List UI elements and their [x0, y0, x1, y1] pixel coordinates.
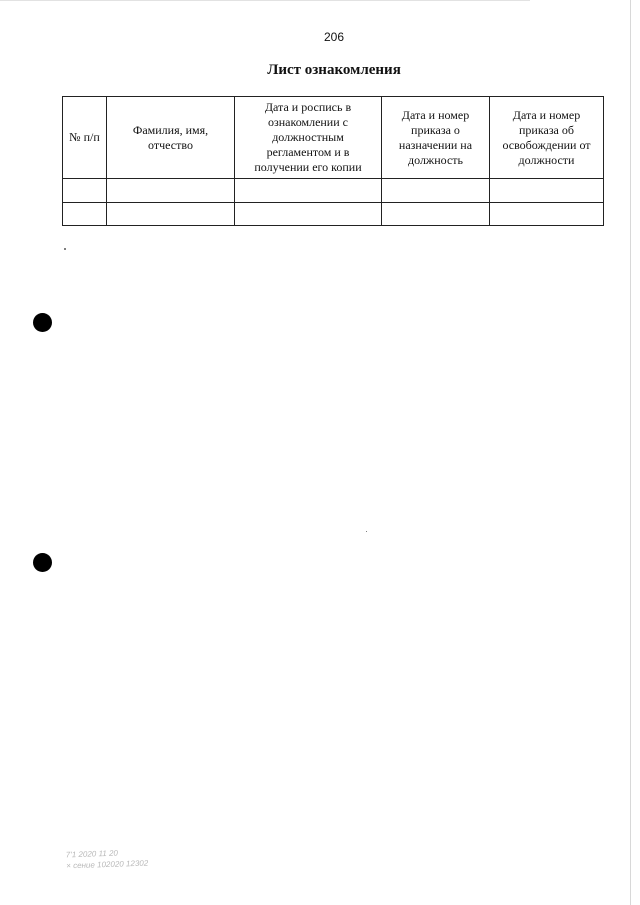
table-cell[interactable] — [235, 179, 382, 203]
table-row — [63, 202, 604, 226]
document-title: Лист ознакомления — [267, 62, 401, 78]
footer-stamp — [66, 847, 149, 872]
table-cell[interactable] — [490, 202, 604, 226]
punch-hole-bottom — [33, 553, 52, 572]
footer-stamp-line-1: 7'1 2020 11 20 — [65, 848, 119, 860]
table-cell[interactable] — [490, 179, 604, 203]
table-cell[interactable] — [235, 202, 382, 226]
acknowledgement-table — [62, 96, 604, 226]
column-header-number: № п/п — [63, 97, 107, 179]
column-header-full-name: Фамилия, имя, отчество — [107, 97, 235, 179]
column-header-appointment-order: Дата и номер приказа о назначении на должность — [382, 97, 490, 179]
table-cell[interactable] — [107, 179, 235, 203]
footer-stamp-line-2: × сениe 102020 12302 — [66, 858, 149, 871]
punch-hole-top — [33, 313, 52, 332]
scan-speck — [64, 248, 66, 250]
scan-speck — [366, 531, 367, 532]
table-header-row — [63, 97, 604, 179]
table-row — [63, 179, 604, 203]
table-cell[interactable] — [382, 202, 490, 226]
table-cell[interactable] — [107, 202, 235, 226]
table-cell[interactable] — [382, 179, 490, 203]
page-top-edge — [0, 0, 530, 1]
page-number: 206 — [323, 30, 345, 44]
table-cell[interactable] — [63, 202, 107, 226]
table-cell[interactable] — [63, 179, 107, 203]
column-header-signature-date: Дата и роспись в ознакомлении с должностным регламентом и в получении его копии — [235, 97, 382, 179]
column-header-dismissal-order: Дата и номер приказа об освобождении от должности — [490, 97, 604, 179]
page-right-edge — [630, 0, 631, 905]
